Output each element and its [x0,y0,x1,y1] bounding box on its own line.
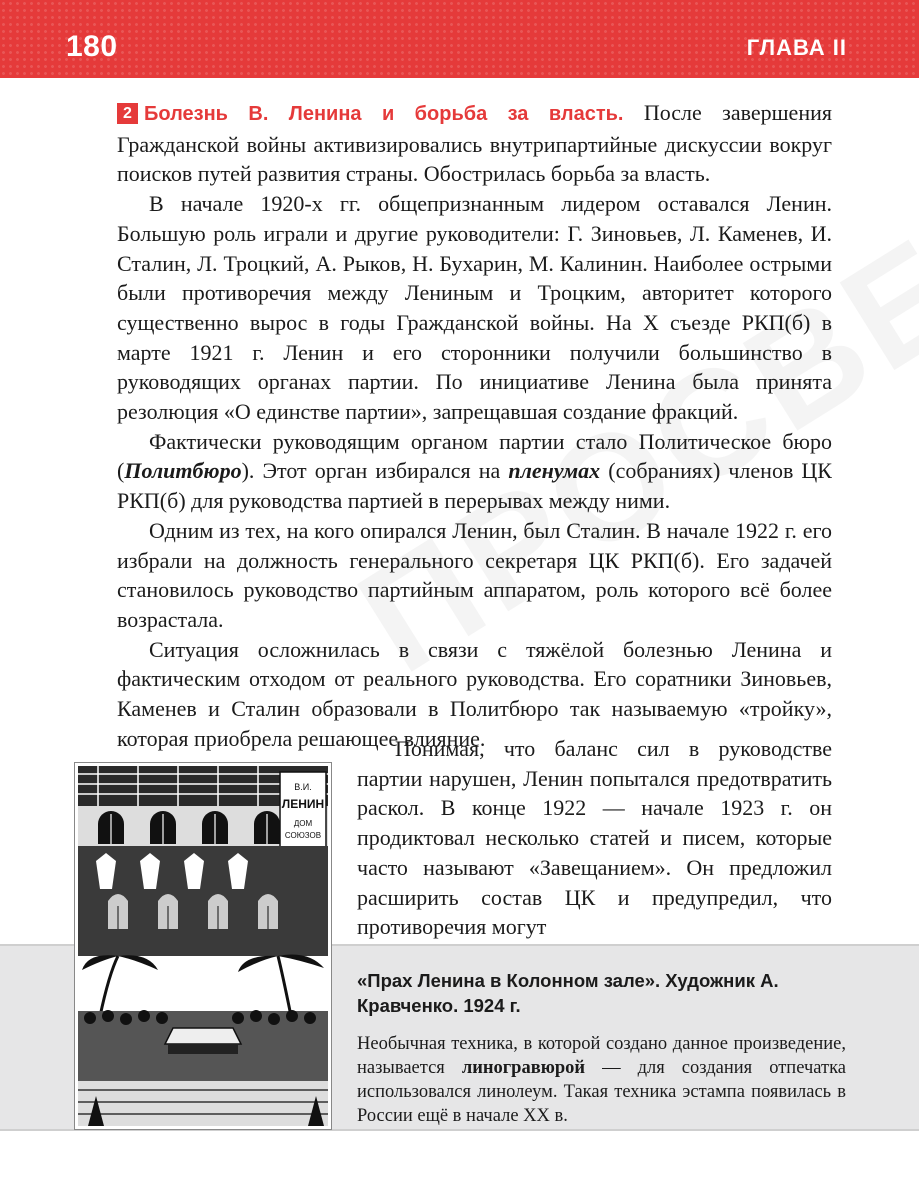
section-paragraph [117,98,832,189]
section-intro: После завершения Гражданской войны активизировались внутрипартийные дискуссии вокруг поисков путей развития страны. Обострилась борьба за власть. [117,100,832,187]
paragraph-politburo [117,427,832,516]
paragraph-stalin: Одним из тех, на кого опирался Ленин, был Сталин. В начале 1922 г. его избрали на должность генерального секретаря ЦК РКП(б). Его задачей становилось руководство партийным аппаратом, роль которого всё более возрастала. [117,517,832,632]
caption-text [357,1032,846,1128]
caption-text-part: — для создания отпечатка использовался линолеум. Такая техника эстампа появилась в России ещё в начале XX в. [357,1058,846,1126]
caption-title: «Прах Ленина в Колонном зале». Художник А. Кравченко. 1924 г. [357,970,779,1016]
paragraph-testament: Понимая, что баланс сил в руководстве партии нарушен, Ленин попытался предотвратить раскол. В конце 1922 — начале 1923 г. он продиктовал несколько статей и писем, которые часто называют «Завещанием». Он предложил расширить состав ЦК и предупредил, что противоречия могут [357,736,832,940]
banner-text: ЛЕНИН [281,797,325,811]
banner-text: ДОМ [293,819,313,828]
paragraph-text: (собраниях) членов ЦК РКП(б) для руководства партией в перерывах между ними. [117,458,832,514]
term-plenums: пленумах [508,458,601,484]
chapter-label: ГЛАВА II [746,35,847,60]
term-politburo: Политбюро [124,458,242,484]
page-header [0,0,919,78]
paragraph-leaders: В начале 1920-х гг. общепризнанным лидером оставался Ленин. Большую роль играли и другие руководители: Г. Зиновьев, Л. Каменев, И. Сталин, Л. Троцкий, А. Рыков, Н. Бухарин, М. Калинин. Наиболее острыми были противоречия между Лениным и Троцким, авторитет которого существенно вырос в годы Гражданской войны. На X съезде РКП(б) в марте 1921 г. Ленин и его сторонники получили большинство в руководящих органах партии. По инициативе Ленина была принята резолюция «О единстве партии», запрещавшая создание фракций. [117,191,832,425]
term-linocut: линогравюрой [461,1058,586,1078]
paragraph-troika: Ситуация осложнилась в связи с тяжёлой болезнью Ленина и фактическим отходом от реального руководства. Его соратники Зиновьев, Каменев и Сталин образовали в Политбюро так называемую «тройку», которая приобрела решающее влияние. [117,636,832,751]
section-title: Болезнь В. Ленина и борьба за власть. [144,103,624,125]
paragraph-text: ). Этот орган избирался на [241,458,509,484]
section-number-badge: 2 [117,103,138,124]
banner-text: В.И. [294,782,312,792]
paragraph-text: Фактически руководящим органом партии стало Политическое бюро ( [117,428,832,484]
caption-text-part: Необычная техника, в которой создано данное произведение, называется [357,1034,846,1078]
main-text [117,98,832,753]
banner-text: СОЮЗОВ [284,831,322,840]
wrapped-text [357,734,832,942]
linocut-image [78,766,328,1126]
illustration-linocut [74,762,332,1130]
page-number: 180 [66,30,118,63]
